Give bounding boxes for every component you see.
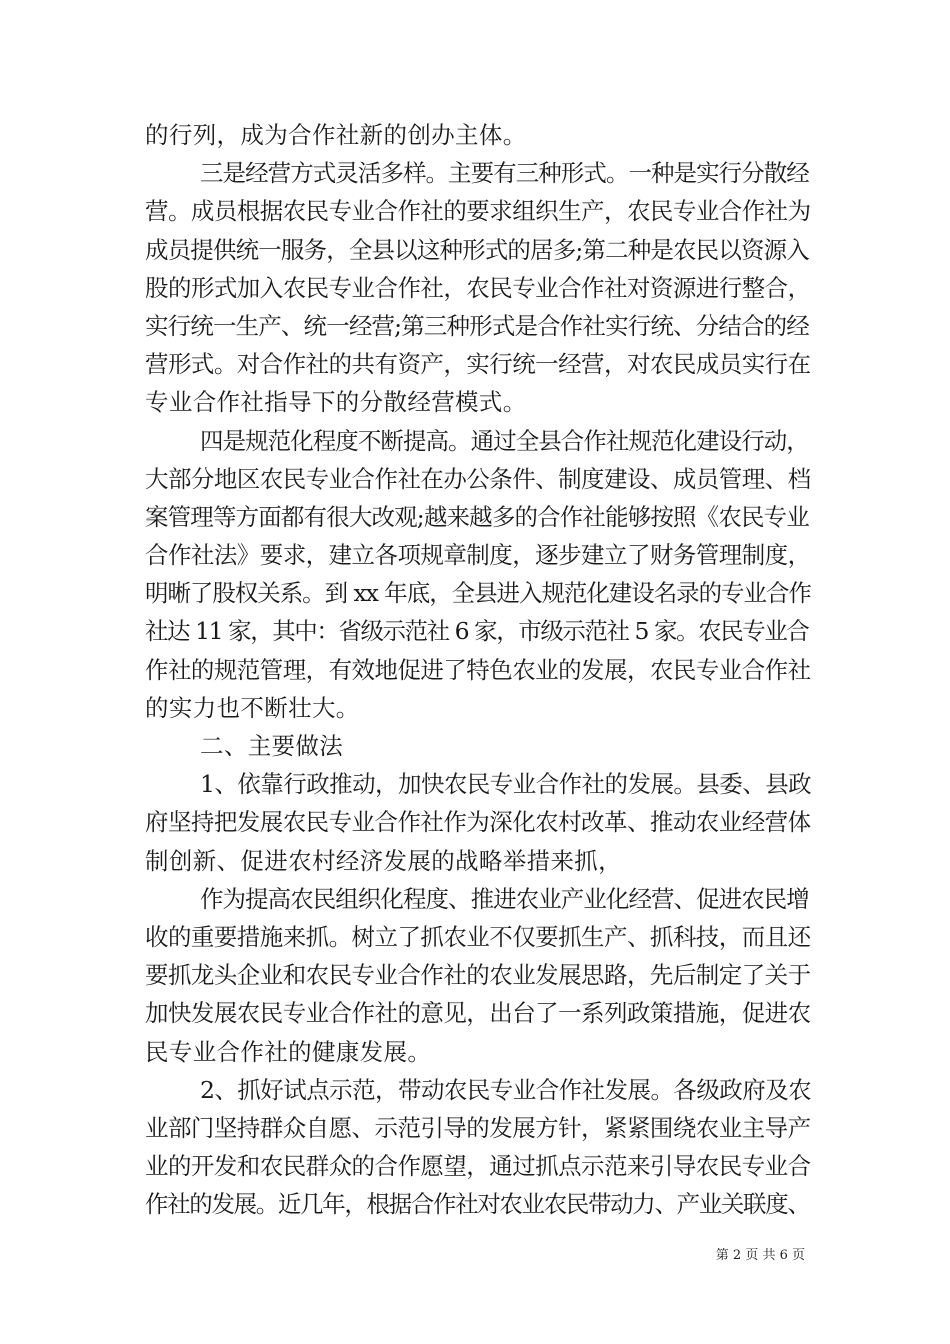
text-line: 业的开发和农民群众的合作愿望，通过抓点示范来引导农民专业合 <box>145 1152 811 1181</box>
text-line: 的行列，成为合作社新的创办主体。 <box>145 121 527 149</box>
text-line: 收的重要措施来抓。树立了抓农业不仅要抓生产、抓科技，而且还 <box>145 922 811 951</box>
text-line: 专业合作社指导下的分散经营模式。 <box>145 388 527 417</box>
section-heading: 二、主要做法 <box>200 732 344 760</box>
text-line: 作社的规范管理，有效地促进了特色农业的发展，农民专业合作社 <box>145 655 811 684</box>
text-line: 大部分地区农民专业合作社在办公条件、制度建设、成员管理、档 <box>145 464 811 493</box>
text-line: 加快发展农民专业合作社的意见，出台了一系列政策措施，促进农 <box>145 999 811 1028</box>
paragraph-start: 四是规范化程度不断提高。通过全县合作社规范化建设行动， <box>200 426 809 455</box>
text-line: 的实力也不断壮大。 <box>145 693 360 722</box>
page-number: 第 2 页 共 6 页 <box>715 1248 805 1263</box>
text-line: 要抓龙头企业和农民专业合作社的农业发展思路，先后制定了关于 <box>145 961 811 990</box>
text-line: 社达 11 家，其中：省级示范社 6 家，市级示范社 5 家。农民专业合 <box>145 617 809 646</box>
text-line: 营。成员根据农民专业合作社的要求组织生产，农民专业合作社为 <box>145 197 811 226</box>
paragraph-start: 1、依靠行政推动，加快农民专业合作社的发展。县委、县政 <box>200 770 812 799</box>
text-line: 营形式。对合作社的共有资产，实行统一经营，对农民成员实行在 <box>145 350 811 379</box>
text-line: 股的形式加入农民专业合作社，农民专业合作社对资源进行整合， <box>145 273 811 302</box>
text-line: 制创新、促进农村经济发展的战略举措来抓， <box>145 846 622 875</box>
text-line: 府坚持把发展农民专业合作社作为深化农村改革、推动农业经营体 <box>145 808 811 837</box>
text-line: 明晰了股权关系。到 xx 年底，全县进入规范化建设名录的专业合作 <box>145 579 811 608</box>
text-line: 合作社法》要求，建立各项规章制度，逐步建立了财务管理制度， <box>145 541 811 570</box>
paragraph-start: 三是经营方式灵活多样。主要有三种形式。一种是实行分散经 <box>200 159 809 188</box>
text-line: 实行统一生产、统一经营;第三种形式是合作社实行统、分结合的经 <box>145 311 809 340</box>
paragraph-start: 作为提高农民组织化程度、推进农业产业化经营、促进农民增 <box>200 884 809 913</box>
text-line: 案管理等方面都有很大改观;越来越多的合作社能够按照《农民专业 <box>145 502 809 531</box>
text-line: 民专业合作社的健康发展。 <box>145 1037 432 1066</box>
body-text <box>145 116 810 1223</box>
text-line: 业部门坚持群众自愿、示范引导的发展方针，紧紧围绕农业主导产 <box>145 1113 811 1142</box>
text-line: 成员提供统一服务，全县以这种形式的居多;第二种是农民以资源入 <box>145 235 809 264</box>
paragraph-start: 2、抓好试点示范，带动农民专业合作社发展。各级政府及农 <box>200 1075 812 1104</box>
text-line: 作社的发展。近几年，根据合作社对农业农民带动力、产业关联度、 <box>145 1190 810 1219</box>
